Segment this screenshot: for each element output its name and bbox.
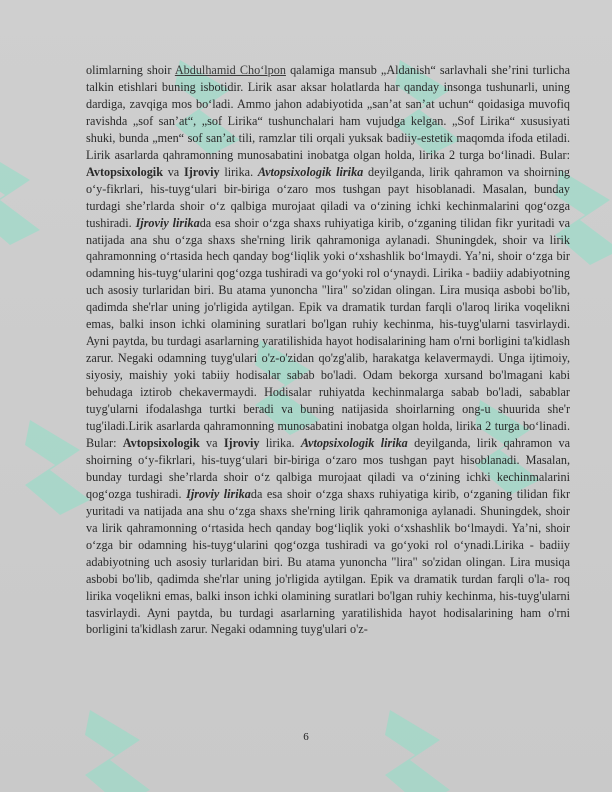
term-bold: Avtopsixologik	[122, 435, 200, 450]
term-bold-italic: Avtopsixologik lirika	[300, 435, 408, 450]
body-text	[86, 62, 570, 638]
text-run: deyilganda, lirik qahramon va shoirning o‘y-fikrlari, his-tuyg‘ulari bir-biriga o‘zaro mos tushgan payt hisoblanadi. Masalan, bunday turdagi she’rlarda shoir o‘z qalbiga murojaat qiladi va o‘zining ichki kechinmalarini qog‘ozga tushiradi.	[86, 435, 570, 501]
term-bold-italic: Ijroviy lirika	[186, 486, 251, 501]
text-run: da esa shoir o‘zga shaxs ruhiyatiga kirib, o‘zganing tilidan fikr yuritadi va natijada ana shu o‘zga shaxs she'rning lirik qahramoniga aylanadi. Shuningdek, shoir va lirik qahramonning o‘rtasida hech qanday bog‘liqlik yoki o‘xshashlik bo‘lmaydi. Ya’ni, shoir o‘zga bir odamning his-tuyg‘ularini qog‘ozga tushiradi va go‘yoki rol o‘ynadi.Lirika - badiiy adabiyotning uch asosiy turlaridan biri. Bu atama yunoncha "lira" so'zidan olingan. Lira musiqa asbobi bo'lib, qadimda she'rlar uning jo'rligida aytilgan. Epik va dramatik turdan farqli o'la- roq lirika voqelikni emas, balki inson ichki olamining suratlari bo'lgan ruhiy kechinma, his-tuyg'ularni tasvirlaydi. Ayni paytda, bu turdagi asarlarning yaratilishida hayot hodisalarining ham o'rni borligini ta'kidlash zarur. Negaki odamning tuyg'ulari o'z-	[86, 486, 570, 637]
term-bold: Ijroviy	[183, 164, 220, 179]
term-bold: Avtopsixologik	[86, 164, 163, 179]
term-bold: Ijroviy	[223, 435, 260, 450]
text-run: da esa shoir o‘zga shaxs ruhiyatiga kirib, o‘zganing tilidan fikr yuritadi va natijada ana shu o‘zga shaxs she'rning lirik qahramoniga aylanadi. Shuningdek, shoir va lirik qahramonning o‘rtasida hech qanday bog‘liqlik yoki o‘xshashlik bo‘lmaydi. Ya’ni, shoir o‘zga bir odamning his-tuyg‘ularini qog‘ozga tushiradi va go‘yoki rol o‘ynaydi. Lirika - badiiy adabiyotning uch asosiy turlaridan biri. Bu atama yunoncha "lira" so'zidan olingan. Lira musiqa asbobi bo'lib, qadimda she'rlar uning jo'rligida aytilgan. Epik va dramatik turdan farqli o'laroq lirika voqelikni emas, balki inson ichki olamining suratlari bo'lgan ruhiy kechinma, his-tuyg'ularni tasvirlaydi. Ayni paytda, bu turdagi asarlarning yaratilishida hayot hodisalarining ham o'rni borligini ta'kidlash zarur. Negaki odamning tuyg'ulari o'z-o'zidan qo'zg'alib, harakatga kelavermaydi. Unga ijtimoiy, siyosiy, maishiy yoki tabiiy hodisalar sabab bo'ladi. Odam bekorga xursand bo'lmagani kabi behudaga iztirob chekavermaydi. Hodisalar ruhiyatda kechinmalarga sabab bo'ladi, sabablar tuyg'ularni ifodalashga turtki beradi va buning natijasida shoirlarning ong-u shuurida she'r tug'iladi.Lirik asarlarda qahramonning munosabatini inobatga olgan holda, lirika 2 turga bo‘linadi. Bular:	[86, 215, 571, 450]
text-run: deyilganda, lirik qahramon va shoirning o‘y-fikrlari, his-tuyg‘ulari bir-biriga o‘zaro mos tushgan payt hisoblanadi. Masalan, bunday turdagi she’rlarda shoir o‘z qalbiga murojaat qiladi va o‘zining ichki kechinmalarini qog‘ozga tushiradi.	[86, 164, 571, 230]
watermark-logo-icon	[0, 130, 60, 250]
paragraph	[86, 62, 570, 638]
text-run: qalamiga mansub „Aldanish“ sarlavhali she’rini turlicha talkin etishlari buning isbotidir. Lirik asar aksar holatlarda har qanday insonga tushunarli, uning dardiga, zavqiga mos bo‘ladi. Ammo jahon adabiyotida „san’at san’at uchun“ qoidasiga muvofiq ravishda „sof san’at“, „sof Lirika“ tushunchalari ham vujudga kelgan. „Sof Lirika“ xususiyati shuki, bunda „men“ sof san’at tili, ramzlar tili orqali yuksak badiiy-estetik maqomda ifoda etiladi. Lirik asarlarda qahramonning munosabatini inobatga olgan holda, lirika 2 turga bo‘linadi. Bular:	[86, 63, 570, 162]
text-run: va	[199, 435, 224, 450]
term-bold-italic: Ijroviy lirika	[135, 215, 200, 230]
text-run: olimlarning shoir	[86, 63, 175, 77]
term-bold-italic: Avtopsixologik lirika	[257, 164, 364, 179]
author-link[interactable]: Abdulhamid Cho‘lpon	[174, 63, 286, 77]
page-number: 6	[303, 731, 309, 743]
text-run: lirika.	[219, 164, 258, 179]
text-run: va	[162, 164, 184, 179]
text-run: lirika.	[259, 435, 301, 450]
